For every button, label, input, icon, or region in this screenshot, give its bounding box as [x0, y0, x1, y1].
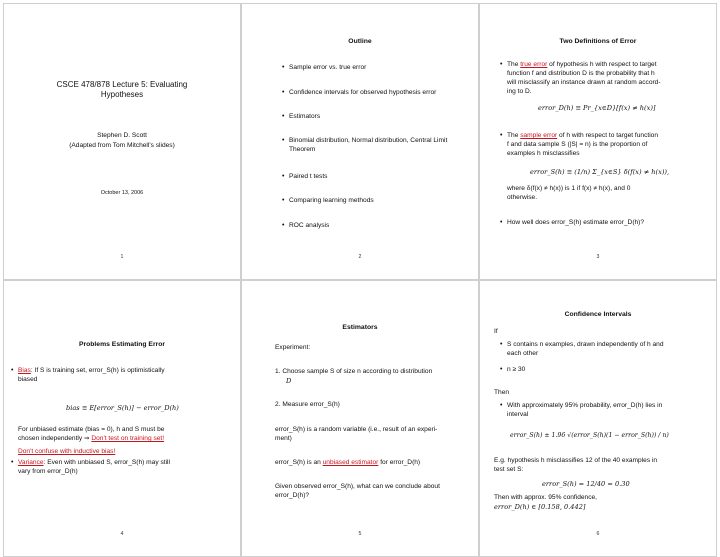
bias-equation: bias ≡ E[error_S(h)] − error_D(h) [66, 404, 179, 412]
outline-item: • Confidence intervals for observed hypothesis error [289, 89, 436, 98]
text-line: f and data sample S (|S| = n) is the proportion of [507, 141, 648, 148]
slide-5 [241, 280, 479, 557]
warning-text: Don't confuse with inductive bias! [18, 448, 116, 455]
text-line: vary from error_D(h) [18, 468, 78, 475]
slide-4 [3, 280, 241, 557]
sample-error-equation: error_S(h) ≡ (1/n) Σ_{x∈S} δ(f(x) ≠ h(x)), [530, 168, 670, 176]
slide-1-credit: (Adapted from Tom Mitchell's slides) [69, 142, 175, 149]
slide-1 [3, 3, 241, 280]
slide-3-title: Two Definitions of Error [559, 38, 637, 45]
slide-3 [479, 3, 717, 280]
text-line: error_D(h)? [275, 492, 310, 499]
text-line: Then with approx. 95% confidence, [494, 494, 597, 501]
text-line: 2. Measure error_S(h) [275, 401, 340, 408]
slide-2-title: Outline [348, 38, 372, 45]
text-line: error_D(h) ∈ [0.158, 0.442] [494, 503, 586, 511]
text-line: function f and distribution D is the probability that h [507, 70, 655, 77]
question-bullet: • How well does error_S(h) estimate error_D(h)? [507, 219, 644, 228]
sample-error-bullet: • The sample error of h with respect to target function [507, 132, 658, 141]
text-line: examples h misclassifies [507, 150, 580, 157]
text-line: chosen independently ⇒ Don't test on training set! [18, 435, 165, 442]
true-error-term: true error [520, 61, 548, 68]
text-line: 1. Choose sample S of size n according to distribution [275, 368, 433, 375]
slide-4-title: Problems Estimating Error [78, 341, 166, 348]
text-line: Experiment: [275, 344, 311, 351]
text-line: ing to D. [507, 88, 532, 95]
slide-1-title: CSCE 478/878 Lecture 5: Evaluating Hypotheses [56, 80, 188, 99]
outline-item: • Sample error vs. true error [289, 64, 366, 73]
bias-term: Bias [18, 367, 31, 374]
bias-bullet: • Bias: If S is training set, error_S(h) is optimistically [18, 367, 165, 376]
page-number: 5 [358, 531, 362, 537]
condition-bullet: • S contains n examples, drawn independently of h and [507, 341, 664, 350]
text-line: D [286, 377, 292, 385]
slide-1-date: October 13, 2006 [100, 190, 144, 196]
text-line: test set S: [494, 466, 524, 473]
text-line: ment) [275, 435, 292, 442]
text-line: error_S(h) is a random variable (i.e., result of an experi- [275, 426, 438, 433]
slide-6-title: Confidence Intervals [564, 311, 632, 318]
warning-text: Don't test on training set! [91, 435, 165, 442]
text-line: error_S(h) is an unbiased estimator for error_D(h) [275, 459, 421, 466]
slide-6 [479, 280, 717, 557]
text-line: E.g. hypothesis h misclassifies 12 of the 40 examples in [494, 457, 658, 464]
text-line: otherwise. [507, 194, 538, 201]
outline-item: • Estimators [289, 113, 320, 122]
page-number: 6 [596, 531, 600, 537]
outline-item: • Comparing learning methods [289, 197, 374, 206]
variance-bullet: • Variance: Even with unbiased S, error_S(h) may still [18, 459, 170, 468]
slide-2 [241, 3, 479, 280]
text-line: will misclassify an instance drawn at random accord- [507, 79, 661, 86]
variance-term: Variance [18, 459, 44, 466]
slide-1-author: Stephen D. Scott [97, 132, 147, 139]
true-error-equation: error_D(h) ≡ Pr_{x∈D}[f(x) ≠ h(x)] [538, 104, 656, 112]
text-line: interval [507, 411, 529, 418]
example-equation: error_S(h) = 12/40 = 0.30 [542, 480, 630, 488]
sample-error-term: sample error [520, 132, 558, 139]
text-line: If [494, 328, 498, 335]
outline-item: • Binomial distribution, Normal distribution, Central Limit [289, 137, 447, 146]
page-number: 3 [596, 254, 600, 260]
text-line: Given observed error_S(h), what can we conclude about [275, 483, 440, 490]
text-line: where δ(f(x) ≠ h(x)) is 1 if f(x) ≠ h(x), and 0 [507, 185, 631, 192]
confidence-interval-equation: error_S(h) ± 1.96 √(error_S(h)(1 − error_S(h)) / n) [510, 432, 669, 439]
outline-item: • ROC analysis [289, 222, 329, 231]
text-line: For unbiased estimate (bias = 0), h and S must be [18, 426, 165, 433]
interval-bullet: • With approximately 95% probability, error_D(h) lies in [507, 402, 662, 411]
outline-item-cont: Theorem [289, 146, 316, 153]
condition-bullet: • n ≥ 30 [507, 366, 525, 375]
page-number: 1 [120, 254, 124, 260]
true-error-bullet: • The true error of hypothesis h with respect to target [507, 61, 657, 70]
text-line: each other [507, 350, 539, 357]
unbiased-estimator-term: unbiased estimator [322, 459, 379, 466]
slide-5-title: Estimators [342, 324, 378, 331]
page-number: 4 [120, 531, 124, 537]
text-line: biased [18, 376, 38, 383]
outline-item: • Paired t tests [289, 173, 327, 182]
page-number: 2 [358, 254, 362, 260]
text-line: Then [494, 389, 510, 396]
